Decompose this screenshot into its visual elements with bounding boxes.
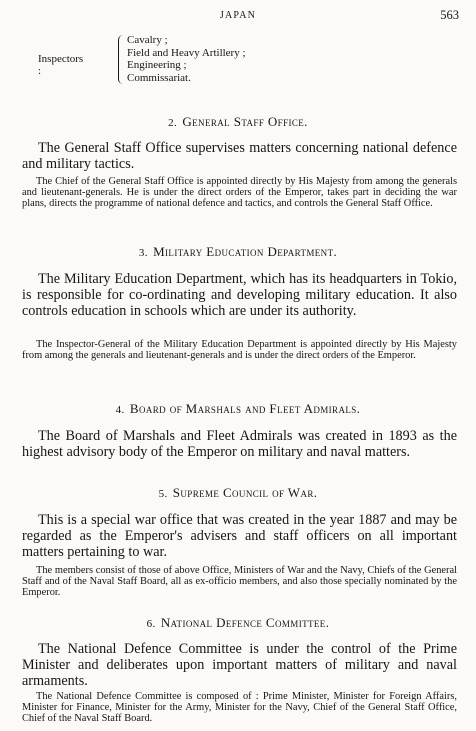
section-title: Military Education Department.: [153, 244, 338, 259]
section-heading: [0, 401, 476, 417]
section-heading: [0, 615, 476, 631]
section-body: This is a special war office that was created in the year 1887 and may be regarded as the Emperor's advisers and staff officers on all important matters pertaining to war.: [22, 512, 457, 560]
section-heading: [0, 244, 476, 260]
section-title: General Staff Office.: [182, 114, 308, 129]
section-note: The members consist of those of above Office, Ministers of War and the Navy, Chiefs of the General Staff and of the Naval Staff Board, all as ex-officio members, and also those specially nominated by the Emperor.: [22, 565, 457, 598]
running-head: [0, 8, 476, 24]
section-note: The National Defence Committee is composed of : Prime Minister, Minister for Foreign Affairs, Minister for Finance, Minister for the Army, Minister for the Navy, Chief of the General Staff Office, Chief of the Naval Staff Board.: [22, 691, 457, 724]
section-body: The General Staff Office supervises matters concerning national defence and military tactics.: [22, 140, 457, 172]
running-title: JAPAN: [219, 10, 257, 21]
inspectors-label: Inspectors :: [38, 53, 84, 77]
section-number: 6.: [146, 618, 156, 630]
inspectors-list: [127, 34, 246, 84]
inspectors-item: Cavalry ;: [127, 34, 168, 46]
inspectors-item: Engineering ;: [127, 59, 187, 71]
section-number: 4.: [115, 404, 125, 416]
section-number: 2.: [168, 117, 178, 129]
inspectors-item: Commissariat.: [127, 71, 191, 84]
section-title: Board of Marshals and Fleet Admirals.: [129, 401, 361, 416]
section-number: 5.: [158, 488, 168, 500]
section-number: 3.: [138, 247, 148, 259]
section-title: Supreme Council of War.: [172, 485, 318, 500]
inspectors-item: Field and Heavy Artillery ;: [127, 46, 246, 59]
section-body: The Board of Marshals and Fleet Admirals was created in 1893 as the highest advisory body of the Emperor on military and naval matters.: [22, 428, 457, 460]
section-note: The Chief of the General Staff Office is appointed directly by His Majesty from among the generals and lieutenant-generals. He is under the direct orders of the Emperor, takes part in deciding the war plans, directs the programme of national defence and tactics, and controls the General Staff Office.: [22, 176, 457, 209]
section-body: The National Defence Committee is under the control of the Prime Minister and deliberates upon important matters of military and naval armaments.: [22, 641, 457, 689]
page-number: 563: [440, 8, 459, 22]
section-heading: [0, 485, 476, 501]
section-title: National Defence Committee.: [160, 615, 330, 630]
brace: [118, 35, 124, 84]
section-body: The Military Education Department, which has its headquarters in Tokio, is responsible for co-ordinating and developing military education. It also controls education in schools which are under its authority.: [22, 271, 457, 319]
section-note: The Inspector-General of the Military Education Department is appointed directly by His Majesty from among the generals and lieutenant-generals and is under the direct orders of the Emperor.: [22, 339, 457, 361]
section-heading: [0, 114, 476, 130]
